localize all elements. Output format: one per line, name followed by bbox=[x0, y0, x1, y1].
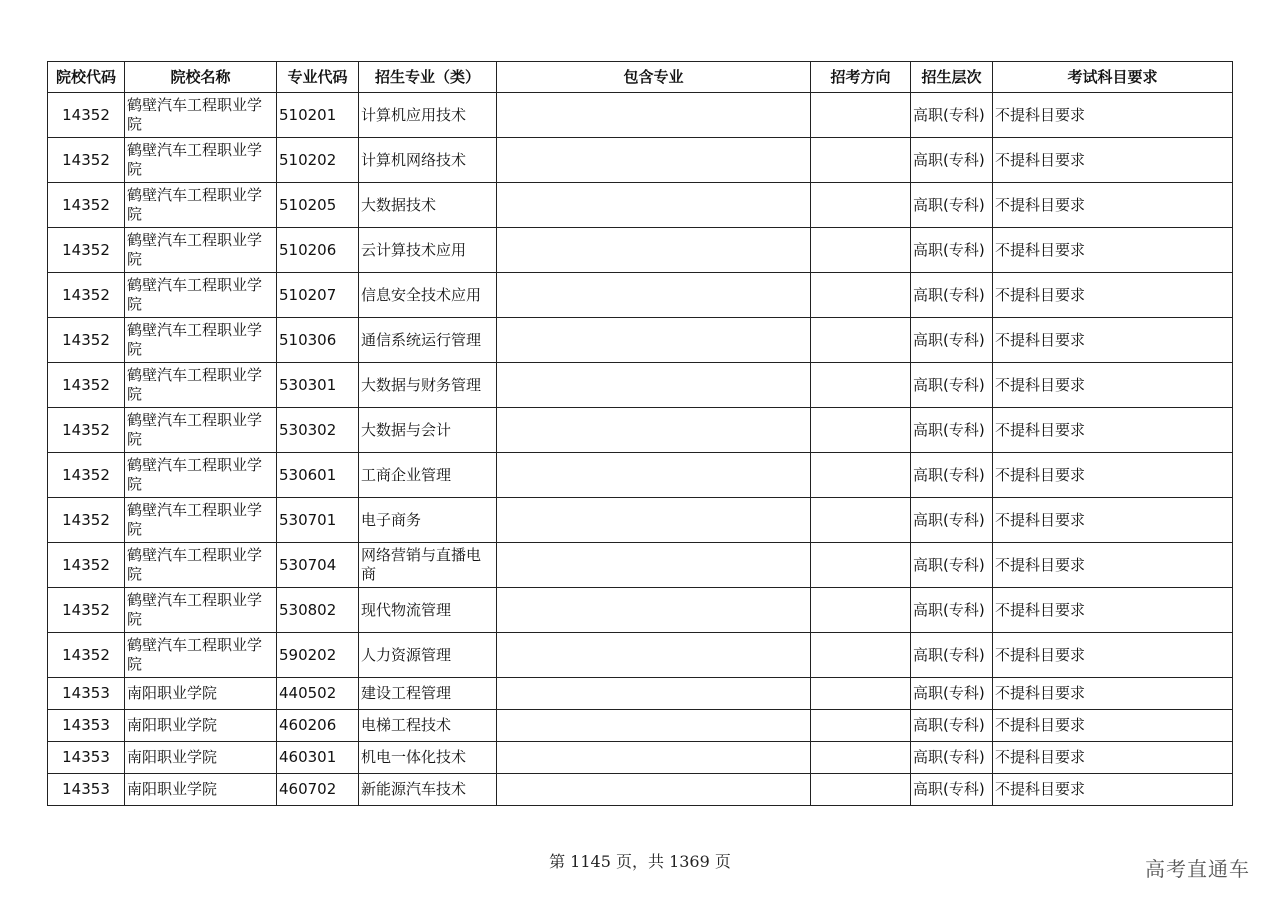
cell-school-name: 南阳职业学院 bbox=[125, 710, 277, 742]
header-school-code: 院校代码 bbox=[48, 62, 125, 93]
cell-requirement: 不提科目要求 bbox=[993, 742, 1233, 774]
cell-level: 高职(专科) bbox=[911, 318, 993, 363]
cell-school-name: 南阳职业学院 bbox=[125, 678, 277, 710]
cell-requirement: 不提科目要求 bbox=[993, 408, 1233, 453]
cell-major: 大数据技术 bbox=[359, 183, 497, 228]
cell-direction bbox=[811, 742, 911, 774]
cell-major: 现代物流管理 bbox=[359, 588, 497, 633]
cell-major: 计算机应用技术 bbox=[359, 93, 497, 138]
cell-school-code: 14352 bbox=[48, 318, 125, 363]
cell-included-majors bbox=[497, 633, 811, 678]
cell-included-majors bbox=[497, 742, 811, 774]
cell-major-code: 460301 bbox=[277, 742, 359, 774]
cell-school-name: 鹤壁汽车工程职业学院 bbox=[125, 273, 277, 318]
table-row bbox=[48, 228, 1233, 273]
cell-school-name: 鹤壁汽车工程职业学院 bbox=[125, 408, 277, 453]
cell-school-name: 鹤壁汽车工程职业学院 bbox=[125, 588, 277, 633]
cell-direction bbox=[811, 633, 911, 678]
cell-level: 高职(专科) bbox=[911, 408, 993, 453]
cell-major: 大数据与财务管理 bbox=[359, 363, 497, 408]
cell-major: 计算机网络技术 bbox=[359, 138, 497, 183]
cell-level: 高职(专科) bbox=[911, 138, 993, 183]
cell-requirement: 不提科目要求 bbox=[993, 710, 1233, 742]
cell-school-name: 鹤壁汽车工程职业学院 bbox=[125, 138, 277, 183]
cell-school-code: 14352 bbox=[48, 183, 125, 228]
cell-direction bbox=[811, 363, 911, 408]
cell-school-code: 14353 bbox=[48, 710, 125, 742]
page-number: 第 1145 页，共 1369 页 bbox=[549, 852, 731, 871]
table-row bbox=[48, 678, 1233, 710]
cell-school-code: 14352 bbox=[48, 543, 125, 588]
cell-direction bbox=[811, 318, 911, 363]
cell-level: 高职(专科) bbox=[911, 183, 993, 228]
cell-included-majors bbox=[497, 408, 811, 453]
cell-requirement: 不提科目要求 bbox=[993, 774, 1233, 806]
header-requirement: 考试科目要求 bbox=[993, 62, 1233, 93]
cell-school-code: 14352 bbox=[48, 408, 125, 453]
table-row bbox=[48, 774, 1233, 806]
cell-direction bbox=[811, 774, 911, 806]
cell-school-code: 14352 bbox=[48, 498, 125, 543]
cell-major-code: 510207 bbox=[277, 273, 359, 318]
cell-major-code: 510205 bbox=[277, 183, 359, 228]
cell-level: 高职(专科) bbox=[911, 543, 993, 588]
cell-major-code: 530802 bbox=[277, 588, 359, 633]
header-direction: 招考方向 bbox=[811, 62, 911, 93]
cell-major: 信息安全技术应用 bbox=[359, 273, 497, 318]
cell-level: 高职(专科) bbox=[911, 363, 993, 408]
cell-direction bbox=[811, 93, 911, 138]
cell-direction bbox=[811, 710, 911, 742]
cell-included-majors bbox=[497, 228, 811, 273]
table-row bbox=[48, 363, 1233, 408]
cell-included-majors bbox=[497, 93, 811, 138]
cell-major: 通信系统运行管理 bbox=[359, 318, 497, 363]
cell-requirement: 不提科目要求 bbox=[993, 318, 1233, 363]
cell-school-code: 14352 bbox=[48, 588, 125, 633]
cell-major: 人力资源管理 bbox=[359, 633, 497, 678]
cell-direction bbox=[811, 498, 911, 543]
cell-major: 大数据与会计 bbox=[359, 408, 497, 453]
cell-major: 云计算技术应用 bbox=[359, 228, 497, 273]
cell-major: 网络营销与直播电商 bbox=[359, 543, 497, 588]
cell-school-name: 鹤壁汽车工程职业学院 bbox=[125, 363, 277, 408]
cell-major: 建设工程管理 bbox=[359, 678, 497, 710]
cell-level: 高职(专科) bbox=[911, 588, 993, 633]
cell-level: 高职(专科) bbox=[911, 678, 993, 710]
cell-requirement: 不提科目要求 bbox=[993, 453, 1233, 498]
cell-requirement: 不提科目要求 bbox=[993, 678, 1233, 710]
cell-school-name: 鹤壁汽车工程职业学院 bbox=[125, 318, 277, 363]
admissions-table bbox=[47, 61, 1233, 806]
cell-level: 高职(专科) bbox=[911, 742, 993, 774]
cell-school-code: 14352 bbox=[48, 228, 125, 273]
cell-level: 高职(专科) bbox=[911, 774, 993, 806]
cell-level: 高职(专科) bbox=[911, 228, 993, 273]
cell-included-majors bbox=[497, 498, 811, 543]
table-row bbox=[48, 742, 1233, 774]
cell-level: 高职(专科) bbox=[911, 498, 993, 543]
table-row bbox=[48, 498, 1233, 543]
table-row bbox=[48, 453, 1233, 498]
table-row bbox=[48, 183, 1233, 228]
cell-requirement: 不提科目要求 bbox=[993, 138, 1233, 183]
table-row bbox=[48, 633, 1233, 678]
cell-included-majors bbox=[497, 138, 811, 183]
header-school-name: 院校名称 bbox=[125, 62, 277, 93]
cell-major-code: 530704 bbox=[277, 543, 359, 588]
cell-major: 工商企业管理 bbox=[359, 453, 497, 498]
header-major: 招生专业（类） bbox=[359, 62, 497, 93]
cell-school-name: 鹤壁汽车工程职业学院 bbox=[125, 543, 277, 588]
cell-included-majors bbox=[497, 273, 811, 318]
cell-major-code: 530301 bbox=[277, 363, 359, 408]
cell-major-code: 590202 bbox=[277, 633, 359, 678]
table-row bbox=[48, 588, 1233, 633]
cell-level: 高职(专科) bbox=[911, 710, 993, 742]
cell-school-code: 14352 bbox=[48, 273, 125, 318]
cell-included-majors bbox=[497, 363, 811, 408]
table-header-row bbox=[48, 62, 1233, 93]
cell-requirement: 不提科目要求 bbox=[993, 183, 1233, 228]
cell-requirement: 不提科目要求 bbox=[993, 498, 1233, 543]
table-row bbox=[48, 543, 1233, 588]
cell-major-code: 530302 bbox=[277, 408, 359, 453]
cell-major-code: 530601 bbox=[277, 453, 359, 498]
cell-direction bbox=[811, 273, 911, 318]
cell-level: 高职(专科) bbox=[911, 453, 993, 498]
cell-school-name: 鹤壁汽车工程职业学院 bbox=[125, 93, 277, 138]
cell-major: 新能源汽车技术 bbox=[359, 774, 497, 806]
cell-direction bbox=[811, 228, 911, 273]
cell-included-majors bbox=[497, 710, 811, 742]
cell-included-majors bbox=[497, 183, 811, 228]
cell-school-code: 14352 bbox=[48, 453, 125, 498]
cell-school-name: 南阳职业学院 bbox=[125, 742, 277, 774]
cell-school-code: 14353 bbox=[48, 774, 125, 806]
cell-major-code: 530701 bbox=[277, 498, 359, 543]
cell-school-name: 鹤壁汽车工程职业学院 bbox=[125, 453, 277, 498]
cell-major: 电梯工程技术 bbox=[359, 710, 497, 742]
cell-school-code: 14353 bbox=[48, 742, 125, 774]
cell-included-majors bbox=[497, 588, 811, 633]
cell-major-code: 510306 bbox=[277, 318, 359, 363]
cell-major-code: 460702 bbox=[277, 774, 359, 806]
cell-direction bbox=[811, 183, 911, 228]
table-row bbox=[48, 408, 1233, 453]
cell-school-name: 鹤壁汽车工程职业学院 bbox=[125, 633, 277, 678]
table-row bbox=[48, 273, 1233, 318]
cell-major: 机电一体化技术 bbox=[359, 742, 497, 774]
cell-requirement: 不提科目要求 bbox=[993, 588, 1233, 633]
cell-included-majors bbox=[497, 678, 811, 710]
cell-school-code: 14352 bbox=[48, 633, 125, 678]
cell-major-code: 510201 bbox=[277, 93, 359, 138]
cell-level: 高职(专科) bbox=[911, 633, 993, 678]
cell-included-majors bbox=[497, 774, 811, 806]
cell-requirement: 不提科目要求 bbox=[993, 363, 1233, 408]
cell-school-name: 鹤壁汽车工程职业学院 bbox=[125, 228, 277, 273]
cell-direction bbox=[811, 408, 911, 453]
cell-requirement: 不提科目要求 bbox=[993, 93, 1233, 138]
table-row bbox=[48, 318, 1233, 363]
cell-school-code: 14352 bbox=[48, 93, 125, 138]
cell-included-majors bbox=[497, 318, 811, 363]
watermark: 高考直通车 bbox=[1145, 857, 1250, 881]
cell-included-majors bbox=[497, 543, 811, 588]
cell-school-name: 鹤壁汽车工程职业学院 bbox=[125, 183, 277, 228]
cell-requirement: 不提科目要求 bbox=[993, 228, 1233, 273]
cell-direction bbox=[811, 453, 911, 498]
cell-major-code: 460206 bbox=[277, 710, 359, 742]
cell-major: 电子商务 bbox=[359, 498, 497, 543]
cell-school-code: 14353 bbox=[48, 678, 125, 710]
cell-level: 高职(专科) bbox=[911, 273, 993, 318]
table-row bbox=[48, 710, 1233, 742]
cell-level: 高职(专科) bbox=[911, 93, 993, 138]
cell-school-code: 14352 bbox=[48, 138, 125, 183]
cell-included-majors bbox=[497, 453, 811, 498]
header-level: 招生层次 bbox=[911, 62, 993, 93]
cell-direction bbox=[811, 678, 911, 710]
cell-requirement: 不提科目要求 bbox=[993, 543, 1233, 588]
header-included-majors: 包含专业 bbox=[497, 62, 811, 93]
cell-major-code: 510202 bbox=[277, 138, 359, 183]
cell-direction bbox=[811, 588, 911, 633]
cell-major-code: 510206 bbox=[277, 228, 359, 273]
cell-major-code: 440502 bbox=[277, 678, 359, 710]
cell-direction bbox=[811, 138, 911, 183]
cell-school-code: 14352 bbox=[48, 363, 125, 408]
cell-school-name: 南阳职业学院 bbox=[125, 774, 277, 806]
table-row bbox=[48, 93, 1233, 138]
cell-direction bbox=[811, 543, 911, 588]
cell-school-name: 鹤壁汽车工程职业学院 bbox=[125, 498, 277, 543]
table-row bbox=[48, 138, 1233, 183]
header-major-code: 专业代码 bbox=[277, 62, 359, 93]
cell-requirement: 不提科目要求 bbox=[993, 273, 1233, 318]
cell-requirement: 不提科目要求 bbox=[993, 633, 1233, 678]
